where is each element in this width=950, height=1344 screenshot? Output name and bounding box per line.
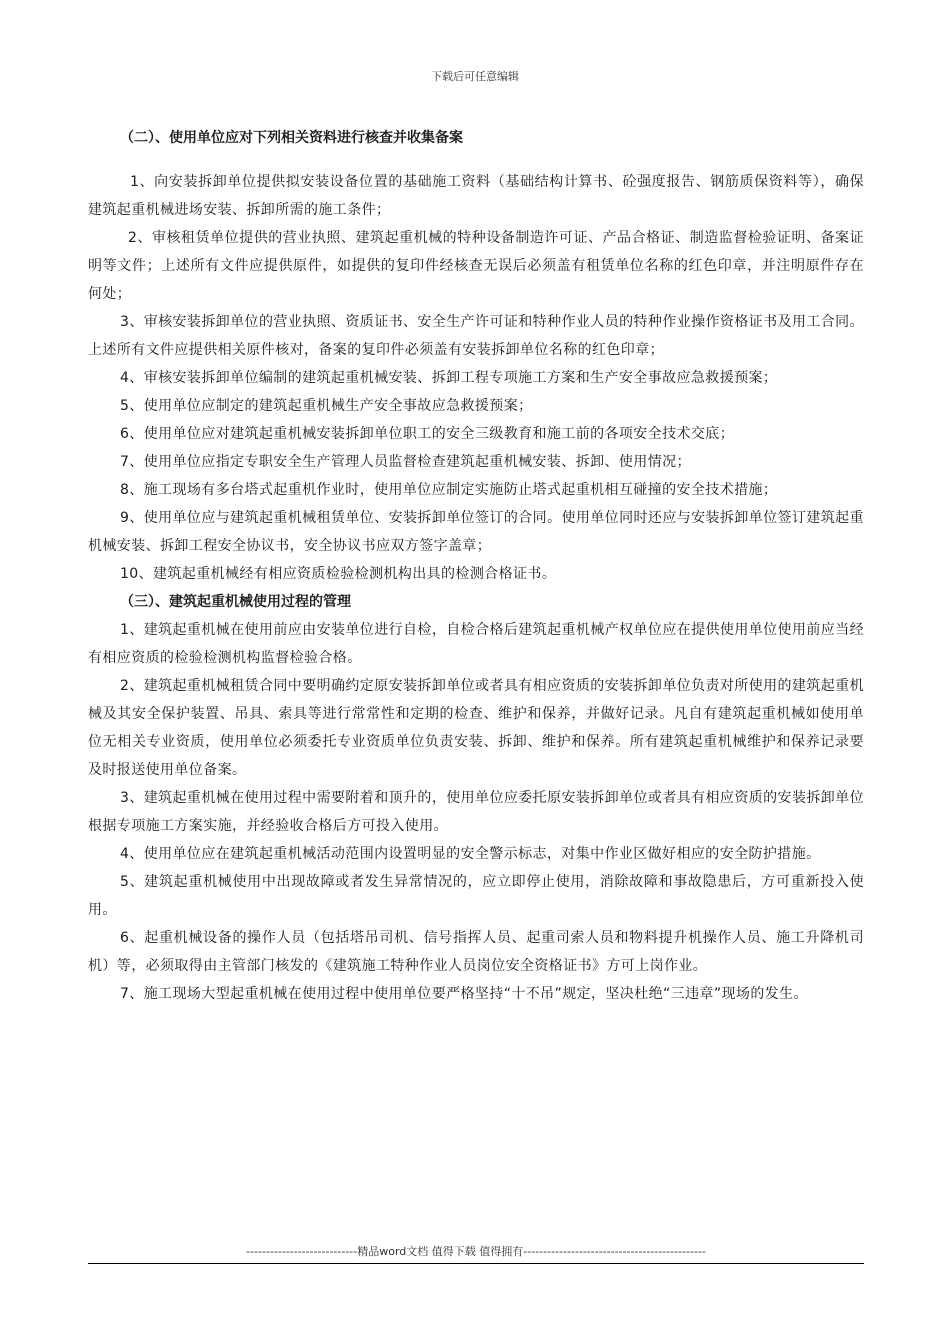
paragraph: 4、审核安装拆卸单位编制的建筑起重机械安装、拆卸工程专项施工方案和生产安全事故应急救援预案； xyxy=(120,370,778,386)
paragraph: 3、建筑起重机械在使用过程中需要附着和顶升的，使用单位应委托原安装拆卸单位或者具有相应资质的安装拆卸单位根据专项施工方案实施，并经验收合格后方可投入使用。 xyxy=(88,790,864,834)
paragraph: 2、审核租赁单位提供的营业执照、建筑起重机械的特种设备制造许可证、产品合格证、制造监督检验证明、备案证明等文件；上述所有文件应提供原件，如提供的复印件经核查无误后必须盖有租赁单位名称的红色印章，并注明原件存在何处； xyxy=(88,230,864,302)
paragraph: 6、起重机械设备的操作人员（包括塔吊司机、信号指挥人员、起重司索人员和物料提升机操作人员、施工升降机司机）等，必须取得由主管部门核发的《建筑施工特种作业人员岗位安全资格证书》方可上岗作业。 xyxy=(88,930,864,974)
paragraph: 5、使用单位应制定的建筑起重机械生产安全事故应急救援预案； xyxy=(120,398,533,414)
paragraph: 1、建筑起重机械在使用前应由安装单位进行自检，自检合格后建筑起重机械产权单位应在提供使用单位使用前应当经有相应资质的检验检测机构监督检验合格。 xyxy=(88,622,864,666)
page-header: 下载后可任意编辑 xyxy=(431,70,519,83)
section-heading-2: （二）、使用单位应对下列相关资料进行核查并收集备案 xyxy=(120,130,463,146)
paragraph: 9、使用单位应与建筑起重机械租赁单位、安装拆卸单位签订的合同。使用单位同时还应与安装拆卸单位签订建筑起重机械安装、拆卸工程安全协议书，安全协议书应双方签字盖章； xyxy=(88,510,864,554)
footer-divider xyxy=(88,1263,864,1264)
paragraph: 7、使用单位应指定专职安全生产管理人员监督检查建筑起重机械安装、拆卸、使用情况； xyxy=(120,454,691,470)
footer-text: ----------------------------精品word文档 值得下载 值得拥有---------------------------------------------- xyxy=(246,1245,706,1258)
paragraph: 4、使用单位应在建筑起重机械活动范围内设置明显的安全警示标志，对集中作业区做好相应的安全防护措施。 xyxy=(120,846,821,862)
section-heading-3: （三）、建筑起重机械使用过程的管理 xyxy=(120,594,351,610)
paragraph: 10、建筑起重机械经有相应资质检验检测机构出具的检测合格证书。 xyxy=(120,566,557,582)
document-body xyxy=(88,124,864,1008)
paragraph: 3、审核安装拆卸单位的营业执照、资质证书、安全生产许可证和特种作业人员的特种作业操作资格证书及用工合同。上述所有文件应提供相关原件核对，备案的复印件必须盖有安装拆卸单位名称的红色印章； xyxy=(88,314,864,358)
paragraph: 5、建筑起重机械使用中出现故障或者发生异常情况的，应立即停止使用，消除故障和事故隐患后，方可重新投入使用。 xyxy=(88,874,864,918)
paragraph: 2、建筑起重机械租赁合同中要明确约定原安装拆卸单位或者具有相应资质的安装拆卸单位负责对所使用的建筑起重机械及其安全保护装置、吊具、索具等进行常常性和定期的检查、维护和保养，并做好记录。凡自有建筑起重机械如使用单位无相关专业资质，使用单位必须委托专业资质单位负责安装、拆卸、维护和保养。所有建筑起重机械维护和保养记录要及时报送使用单位备案。 xyxy=(88,678,864,778)
page-footer xyxy=(88,1244,864,1264)
paragraph: 6、使用单位应对建筑起重机械安装拆卸单位职工的安全三级教育和施工前的各项安全技术交底； xyxy=(120,426,735,442)
paragraph: 7、施工现场大型起重机械在使用过程中使用单位要严格坚持“十不吊”规定，坚决杜绝“三违章”现场的发生。 xyxy=(120,986,808,1002)
paragraph: 1、向安装拆卸单位提供拟安装设备位置的基础施工资料（基础结构计算书、砼强度报告、钢筋质保资料等），确保建筑起重机械进场安装、拆卸所需的施工条件； xyxy=(88,174,864,218)
paragraph: 8、施工现场有多台塔式起重机作业时，使用单位应制定实施防止塔式起重机相互碰撞的安全技术措施； xyxy=(120,482,778,498)
